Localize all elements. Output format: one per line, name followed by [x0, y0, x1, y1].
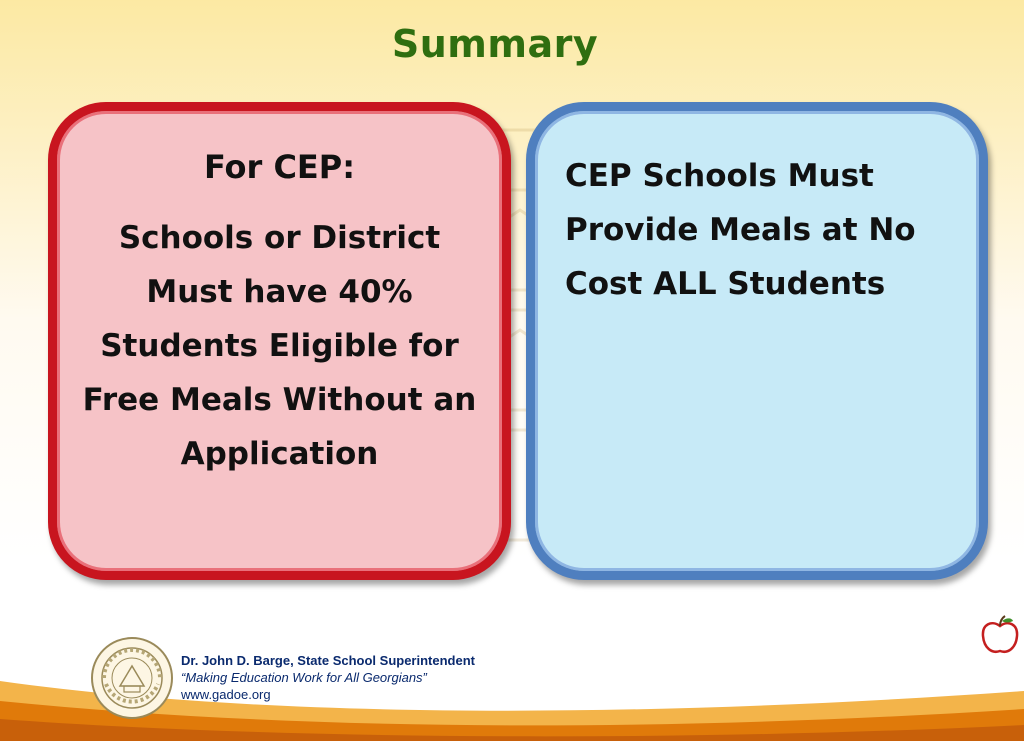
slide-title: Summary [391, 22, 599, 66]
cep-heading: For CEP: [203, 148, 356, 186]
footer-website-link[interactable]: www.gadoe.org [181, 687, 271, 702]
footer-motto: “Making Education Work for All Georgians” [181, 670, 427, 685]
cep-provision-text: CEP Schools Must Provide Meals at No Cost ALL Students [565, 158, 916, 302]
apple-icon [980, 614, 1020, 656]
superintendent-name: Dr. John D. Barge, State School Superintendent [181, 653, 475, 668]
department-seal-icon [90, 636, 174, 720]
cep-provision-box [526, 102, 988, 580]
footer-credits [181, 652, 475, 703]
cep-requirement-text: Schools or District Must have 40% Students Eligible for Free Meals Without an Application [82, 220, 477, 472]
cep-requirement-box [48, 102, 511, 580]
